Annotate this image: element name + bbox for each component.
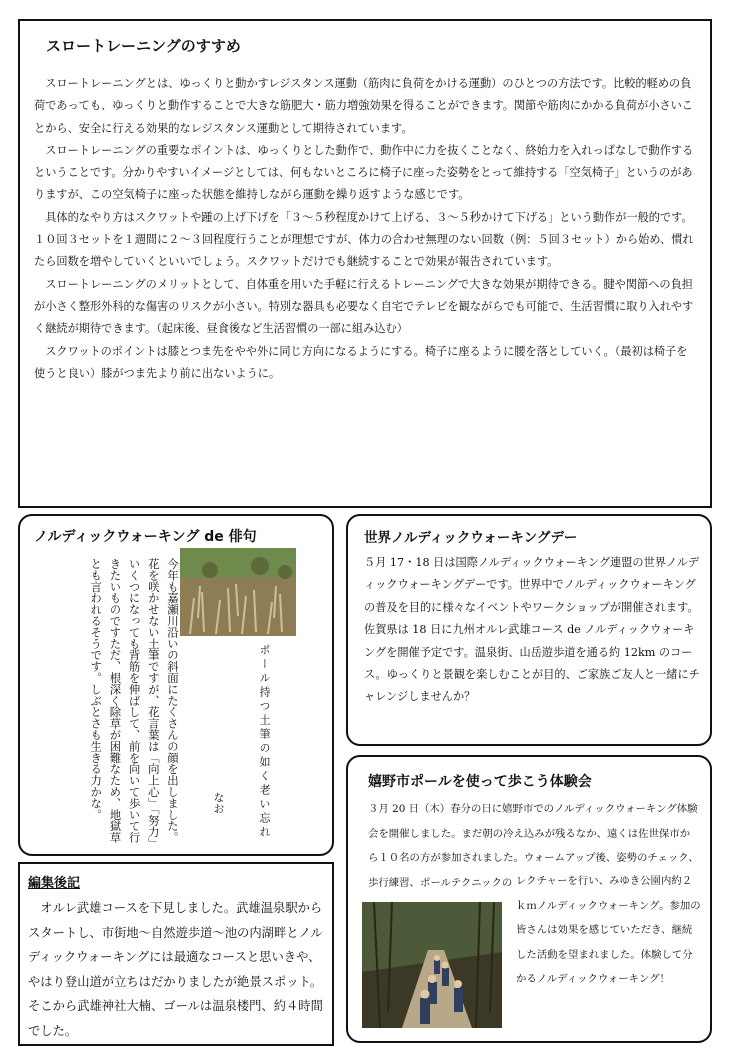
editor-note-section <box>18 862 334 1046</box>
event-body: レクチャーを行い、みゆき公園内約２ｋｍノルディックウォーキング。参加の皆さんは効果を感じていただき、継続した活動を望まれました。体験して分かるノルディックウォーキング！ <box>516 875 701 985</box>
slow-training-paragraph: 具体的なやり方はスクワットや踵の上げ下げを「３～５秒程度かけて上げる、３～５秒かけて下げる」という動作が一般的です。１０回３セットを１週間に２～３回程度行うことが理想ですが、体力の合わせ無理のない回数（例：５回３セット）から始め、慣れたら回数を増やしていくといいでしょう。スクワットだけでも継続することで効果が報告されています。 <box>34 210 694 269</box>
world-day-title: 世界ノルディックウォーキングデー <box>364 530 578 546</box>
editor-note-text: オルレ武雄コースを下見しました。武雄温泉駅からスタートし、市街地～自然遊歩道～池の内湖畔とノルディックウォーキングには最適なコースと思いきや、やはり登山道が立ちはだかりましたが絶景スポット。そこから武雄神社大楠、ゴールは温泉楼門、約４時間でした。 <box>28 901 323 1038</box>
event-title: 嬉野市ポールを使って歩こう体験会 <box>368 774 592 790</box>
haiku-section <box>18 514 334 856</box>
slow-training-title: スロートレーニングのすすめ <box>46 37 241 55</box>
event-lead: ３月 20 日（木）春分の日に嬉野市でのノルディックウォーキング体験会を開催しました。まだ朝の冷え込みが残るなか、遠くは佐世保市から１０名の方が参加されました。ウォームアップ後、姿勢のチェック、歩行練習、ポールテクニックの <box>368 803 699 889</box>
editor-note-body <box>28 896 328 1044</box>
event-section <box>346 755 712 1043</box>
world-day-body: ５月 17・18 日は国際ノルディックウォーキング連盟の世界ノルディックウォーキングデーです。世界中でノルディックウォーキングの普及を目的に様々なイベントやワークショップが開催されます。佐賀県は 18 日に九州オルレ武雄コース de ノルディックウォーキングを開催予定です。温泉街、山岳遊歩道を通る約 12km のコース。ゆっくりと景観を楽しむことが目的、ご家族ご友人と一緒にチャレンジしませんか？ <box>364 556 700 704</box>
haiku-title: ノルディックウォーキング de 俳句 <box>34 529 257 545</box>
horsetail-photo <box>180 548 296 636</box>
slow-training-paragraph: スロートレーニングの重要なポイントは、ゆっくりとした動作で、動作中に力を抜くことなく、終始力を入れっぱなしで動作するということです。分かりやすいイメージとしては、何もないところに椅子に座った姿勢をとって維持する「空気椅子」というのがありますが、この空気椅子に座った状態を維持しながら運動を繰り返すような感じです。 <box>34 143 694 202</box>
slow-training-body <box>34 73 698 385</box>
slow-training-paragraph: スクワットのポイントは膝とつま先をやや外に同じ方向になるようにする。椅子に座るように腰を落としていく。（最初は椅子を使うと良い）膝がつま先より前に出ないように。 <box>34 344 688 380</box>
haiku-author: なお <box>212 792 225 814</box>
world-day-section <box>346 514 712 746</box>
slow-training-paragraph: スロートレーニングのメリットとして、自体重を用いた手軽に行えるトレーニングで大きな効果が期待できる。腱や関節への負担が小さく整形外科的な傷害のリスクが小さい。特別な器具も必要なく自宅でテレビを観ながらでも可能で、生活習慣に取り入れやすく継続が期待できます。（起床後、昼食後など生活習慣の一部に組み込む） <box>34 277 694 336</box>
slow-training-paragraph: スロートレーニングとは、ゆっくりと動かすレジスタンス運動（筋肉に負荷をかける運動）のひとつの方法です。比較的軽めの負荷であっても、ゆっくりと動作することで大きな筋肥大・筋力増強効果を得ることができます。関節や筋肉にかかる負荷が小さいことから、安全に行える効果的なレジスタンス運動として期待されています。 <box>34 77 693 135</box>
haiku-body: 今年も嘉瀬川沿いの斜面にたくさんの顔を出しました。花を咲かせない土筆ですが、花言葉は「向上心」「努力」いくつになっても背筋を伸ばして、前を向いて歩いて行きたいものですただ、根深く除草が困難なため、地獄草とも言われるそうです。しぶとさも生きる力かな。 <box>89 558 180 843</box>
editor-note-title: 編集後記 <box>28 876 81 891</box>
walkers-photo <box>362 902 502 1028</box>
haiku-verse: ポール持つ土筆の如く老い忘れ <box>258 644 271 840</box>
slow-training-article <box>18 19 712 508</box>
